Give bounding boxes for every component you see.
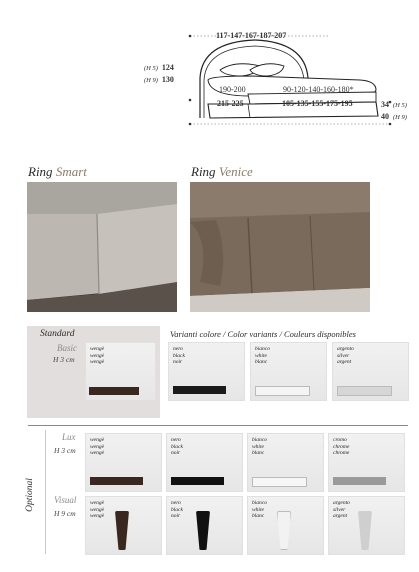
swatch-labels — [171, 437, 183, 457]
side-h9-label: (H 9) — [393, 114, 407, 121]
swatch-label: wengè — [90, 443, 105, 450]
swatch-variant-black[interactable] — [168, 342, 245, 401]
foot-sample — [252, 477, 307, 487]
photo-title-name: Ring — [28, 164, 53, 179]
swatch-labels — [90, 500, 104, 520]
headboard-height-labels — [144, 61, 174, 85]
swatch-label: bianco — [255, 346, 270, 352]
swatch-labels — [90, 437, 104, 457]
foot-sample — [173, 386, 226, 394]
optional-side-divider — [45, 430, 46, 554]
swatch-visual-silver[interactable] — [328, 496, 405, 555]
swatch-lux-wengè[interactable] — [85, 433, 162, 492]
swatch-label: blanc — [252, 450, 265, 456]
h5-label: (H 5) — [144, 65, 158, 72]
swatch-labels — [173, 346, 185, 366]
swatch-label: nero — [173, 346, 183, 352]
swatch-visual-white[interactable] — [247, 496, 324, 555]
photo-title-venice — [191, 164, 253, 180]
length-dimension: 215-225 — [217, 99, 244, 108]
swatch-lux-chrome[interactable] — [328, 433, 405, 492]
h9-label: (H 9) — [144, 77, 158, 84]
ring-venice-image — [190, 182, 370, 312]
swatch-label: white — [255, 352, 267, 359]
optional-label: Optional — [24, 478, 35, 512]
foot-sample — [89, 387, 139, 395]
side-height-labels — [381, 98, 407, 122]
swatch-label-fr: wengè — [90, 359, 105, 365]
swatch-lux-white[interactable] — [247, 433, 324, 492]
foot-sample — [196, 511, 210, 550]
photo-title-name: Ring — [191, 164, 216, 179]
foot-sample — [337, 386, 392, 396]
swatch-labels — [171, 500, 183, 520]
photo-title-variant: Venice — [218, 164, 253, 179]
swatch-label: nero — [171, 500, 181, 506]
swatch-labels — [337, 346, 354, 366]
foot-sample — [277, 511, 291, 550]
swatch-label: wengè — [90, 450, 105, 456]
swatch-label-en: wengè — [90, 352, 105, 359]
swatch-label: wengè — [90, 513, 105, 519]
swatch-label: noir — [171, 450, 181, 456]
optional-row-name: Visual — [54, 495, 77, 505]
width-dimension: 117-147-167-187-207 — [216, 31, 287, 40]
ring-smart-photo — [27, 182, 177, 312]
swatch-label: noir — [173, 359, 183, 365]
foot-sample — [333, 477, 386, 485]
photo-title-smart — [28, 164, 87, 180]
swatch-label: bianco — [252, 437, 267, 443]
swatch-label: noir — [171, 513, 181, 519]
swatch-label: silver — [337, 352, 350, 359]
swatch-label: blanc — [252, 513, 265, 519]
standard-title: Standard — [40, 329, 75, 339]
swatch-label: chrome — [333, 443, 350, 450]
swatch-label: argent — [337, 359, 352, 365]
swatch-labels — [255, 346, 270, 366]
h5-value: 124 — [161, 63, 174, 72]
optional-top-divider — [28, 425, 408, 426]
foot-sample — [90, 477, 143, 485]
side-h5-value: 34 — [381, 100, 389, 109]
swatch-label: black — [173, 352, 185, 359]
foot-sample — [358, 511, 372, 550]
h9-value: 130 — [161, 75, 174, 84]
swatch-labels — [252, 500, 267, 520]
swatch-standard-wenge[interactable] — [85, 342, 156, 401]
swatch-variant-silver[interactable] — [332, 342, 409, 401]
swatch-label: wengè — [90, 437, 105, 443]
swatch-label: silver — [333, 506, 346, 513]
foot-sample — [255, 386, 310, 396]
swatch-variant-white[interactable] — [250, 342, 327, 401]
swatch-label: argento — [333, 500, 350, 506]
swatch-label: white — [252, 506, 264, 513]
swatch-label: white — [252, 443, 264, 450]
swatch-label: bianco — [252, 500, 267, 506]
swatch-labels — [90, 346, 104, 366]
swatch-labels — [252, 437, 267, 457]
swatch-labels — [333, 437, 349, 457]
bed-dimension-drawing — [144, 20, 419, 135]
swatch-lux-black[interactable] — [166, 433, 243, 492]
swatch-label: black — [171, 506, 183, 513]
side-h9-value: 40 — [381, 112, 389, 121]
ring-smart-image — [27, 182, 177, 312]
optional-row-height: H 3 cm — [54, 446, 76, 455]
base-dimension: 105-135-155-175-195 — [282, 99, 353, 108]
foot-sample — [115, 511, 129, 550]
swatch-visual-black[interactable] — [166, 496, 243, 555]
optional-row-height: H 9 cm — [54, 509, 76, 518]
standard-height: H 3 cm — [53, 355, 75, 364]
swatch-label: argento — [337, 346, 354, 352]
swatch-label: cromo — [333, 437, 347, 443]
swatch-label: blanc — [255, 359, 268, 365]
swatch-label: chrome — [333, 450, 350, 456]
swatch-labels — [333, 500, 350, 520]
side-h5-label: (H 5) — [393, 102, 407, 109]
standard-subtitle: Basic — [57, 343, 77, 353]
pillow-dimension: 190-200 — [219, 85, 246, 94]
variants-title: Varianti colore / Color variants / Couleurs disponibles — [170, 329, 356, 339]
swatch-label: nero — [171, 437, 181, 443]
swatch-label: wengè — [90, 506, 105, 513]
swatch-label: wengè — [90, 500, 105, 506]
optional-row-name: Lux — [62, 432, 76, 442]
foot-sample — [171, 477, 224, 485]
swatch-visual-wengè[interactable] — [85, 496, 162, 555]
photo-title-variant: Smart — [55, 164, 87, 179]
ring-venice-photo — [190, 182, 370, 312]
mattress-dimension: 90-120-140-160-180* — [283, 85, 354, 94]
swatch-label: black — [171, 443, 183, 450]
swatch-label: argent — [333, 513, 348, 519]
swatch-label-it: wengè — [90, 346, 105, 352]
